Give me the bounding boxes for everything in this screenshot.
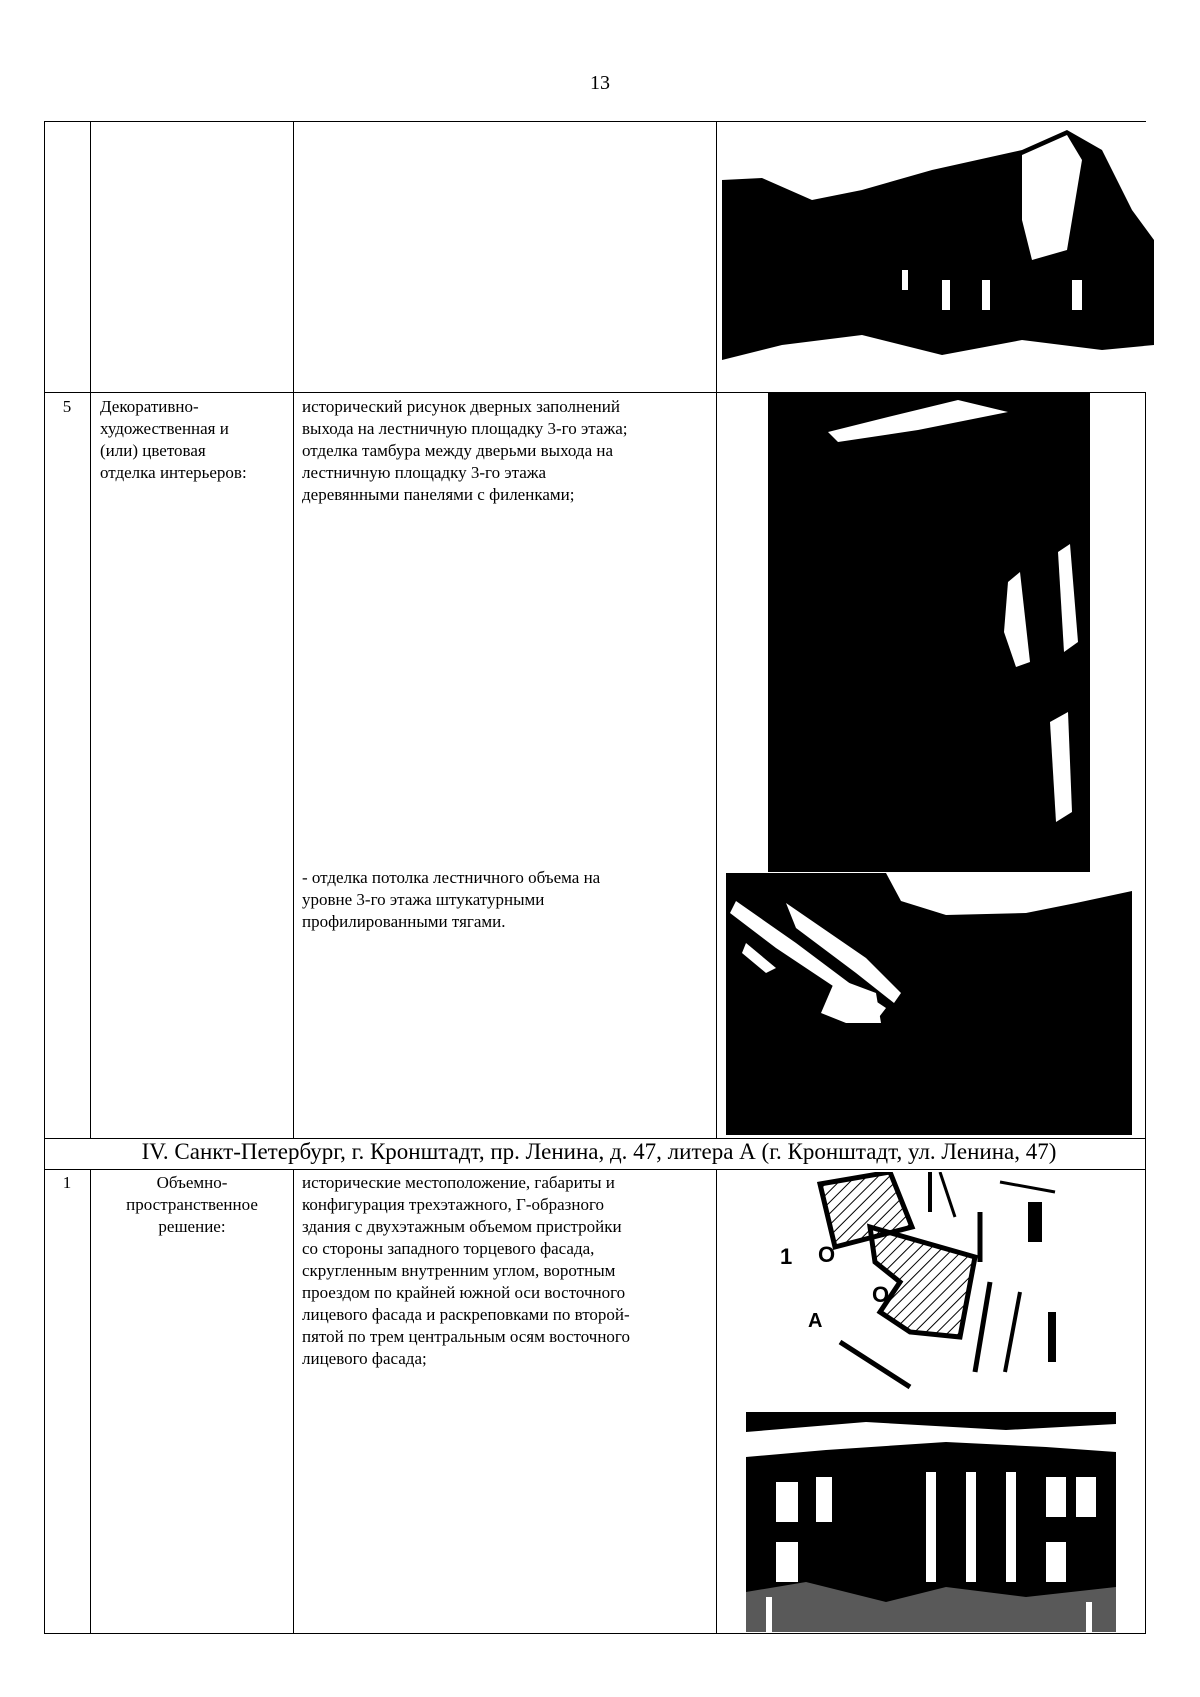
column-divider: [716, 1169, 717, 1634]
table-left-border: [44, 121, 45, 1634]
column-divider: [293, 1169, 294, 1634]
column-divider: [90, 1169, 91, 1634]
map-label-o-2: О: [872, 1282, 890, 1307]
column-divider: [293, 121, 294, 1139]
row-1-description: исторические местоположение, габариты и конфигурация трехэтажного, Г-образного здания с двухэтажным объемом пристройки со стороны западного торцевого фасада, скругленным внутренним углом, воротным проездом по крайней южной оси восточного лицевого фасада и раскреповками по второй- пятой по трем центральным осям восточного лицевого фасада;: [302, 1173, 630, 1368]
row-1-number: 1: [62, 1173, 72, 1192]
door-panels-photo: [768, 392, 1090, 872]
table-right-border: [1145, 392, 1146, 1634]
column-divider: [716, 121, 717, 1139]
column-divider: [90, 121, 91, 1139]
building-street-photo: [746, 1412, 1116, 1632]
row-1-category: Объемно- пространственное решение:: [126, 1173, 258, 1236]
ceiling-moldings-photo: [726, 873, 1132, 1135]
row-5-description-2: - отделка потолка лестничного объема на уровне 3-го этажа штукатурными профилированными тягами.: [302, 868, 601, 931]
building-facade-photo: [722, 130, 1154, 380]
table-bottom-border: [44, 1633, 1146, 1634]
row-divider: [44, 1169, 1146, 1170]
map-label-1: 1: [780, 1244, 793, 1269]
page-number: 13: [590, 72, 610, 94]
map-label-a: А: [808, 1310, 823, 1332]
cadastral-map: [780, 1172, 1065, 1402]
map-label-o-1: О: [818, 1242, 836, 1267]
section-iv-title: IV. Санкт-Петербург, г. Кронштадт, пр. Ленина, д. 47, литера А (г. Кронштадт, ул. Ленина, 47): [141, 1139, 1057, 1164]
table-top-border: [44, 121, 1146, 122]
row-5-category: Декоративно- художественная и (или) цветовая отделка интерьеров:: [100, 397, 247, 482]
row-5-description-1: исторический рисунок дверных заполнений выхода на лестничную площадку 3-го этажа; отделка тамбура между дверьми выхода на лестничную площадку 3-го этажа деревянными панелями с филенками;: [302, 397, 628, 504]
row-5-number: 5: [62, 397, 72, 416]
